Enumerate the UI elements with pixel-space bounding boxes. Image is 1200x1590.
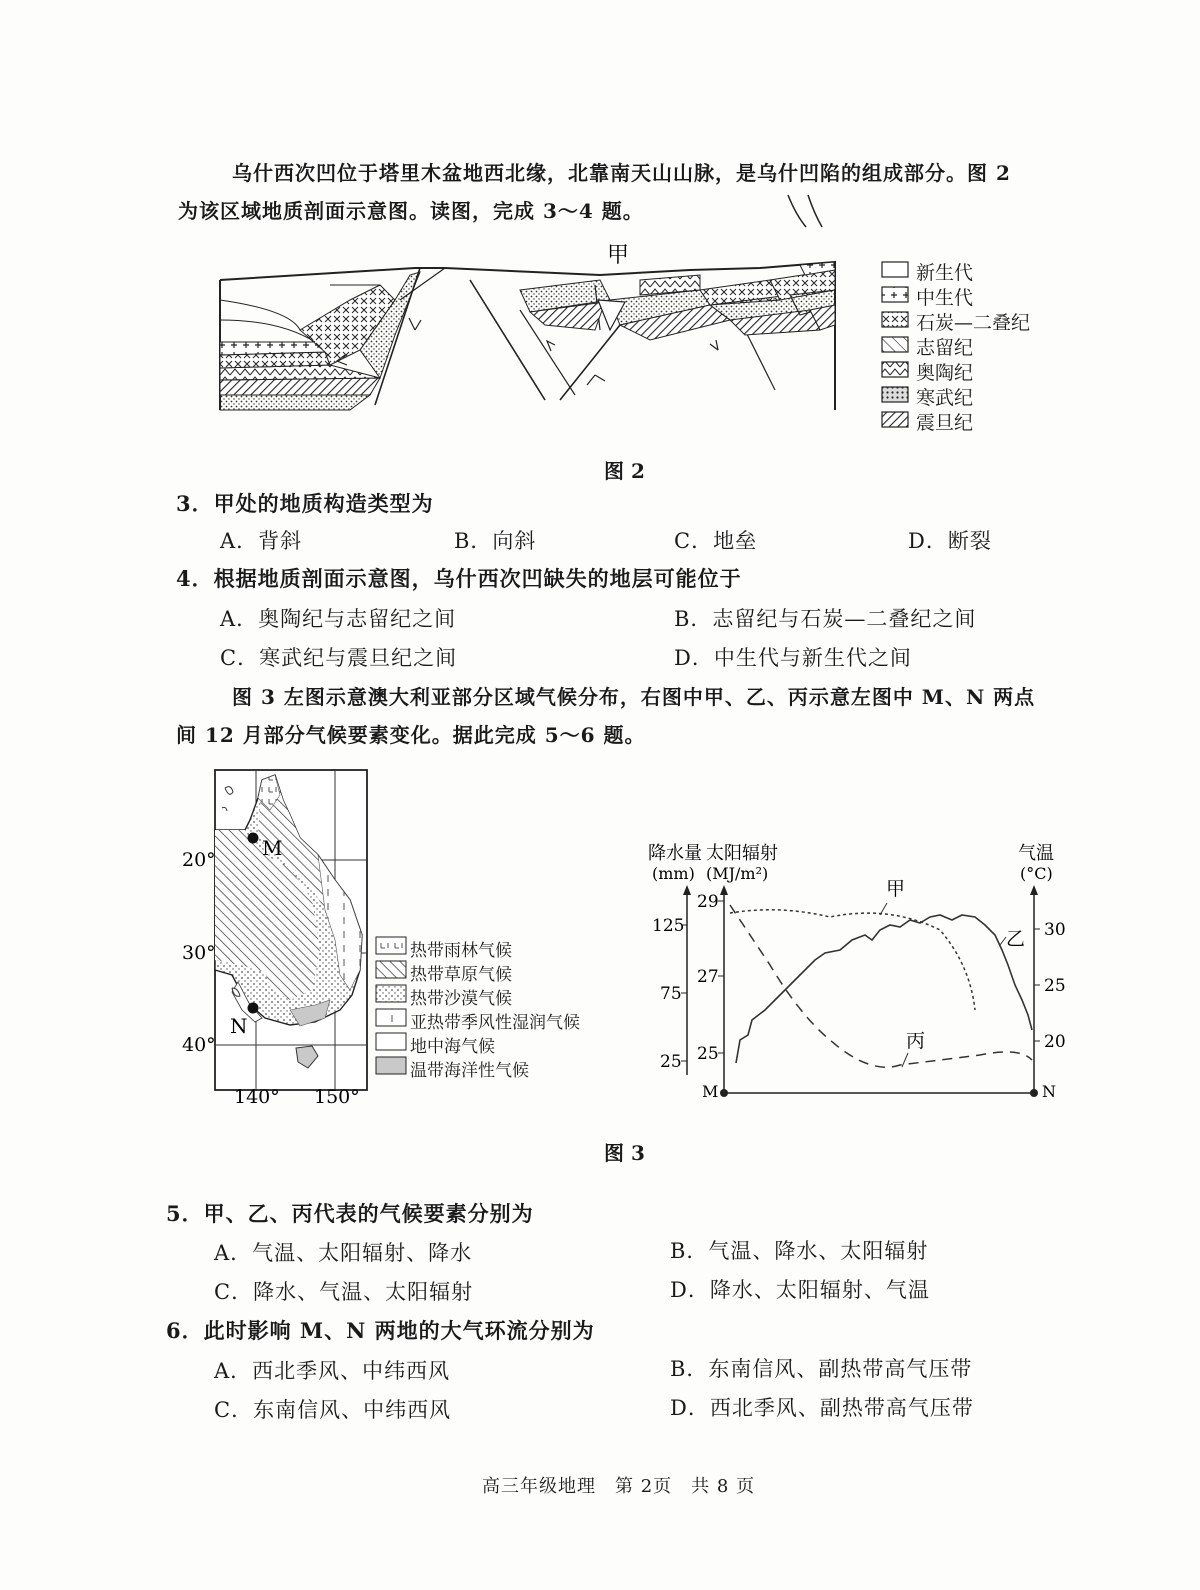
legend-swatch-cambrian (882, 387, 908, 402)
legend3-swatch-mediterranean (376, 1033, 406, 1050)
legend-label-silurian: 志留纪 (916, 337, 974, 359)
series-label-jia: 甲 (886, 878, 906, 900)
figure3-caption: 图 3 (604, 1141, 645, 1165)
lon-label-140: 140° (234, 1086, 280, 1108)
legend-label-cambrian: 寒武纪 (916, 387, 974, 409)
lon-label-150: 150° (314, 1086, 360, 1108)
australia-climate-map (0, 760, 640, 1120)
q6-option-b[interactable]: B．东南信风、副热带高气压带 (670, 1357, 973, 1381)
q4-option-a[interactable]: A．奥陶纪与志留纪之间 (220, 607, 457, 631)
series-jia-line (730, 910, 975, 1010)
legend-label-carboniferous-permian: 石炭—二叠纪 (916, 312, 1031, 334)
q5-option-a[interactable]: A．气温、太阳辐射、降水 (214, 1241, 473, 1265)
q4-option-b[interactable]: B．志留纪与石炭—二叠纪之间 (674, 607, 977, 631)
legend3-label-subtropical: 亚热带季风性湿润气候 (410, 1013, 580, 1033)
precip-tick-75: 75 (660, 984, 682, 1004)
q5-option-d[interactable]: D．降水、太阳辐射、气温 (670, 1278, 930, 1302)
legend3-swatch-savanna (376, 961, 406, 978)
intro-line-2: 为该区域地质剖面示意图。读图，完成 3～4 题。 (178, 199, 644, 223)
figure2-legend (882, 262, 908, 427)
legend-swatch-ordovician (882, 362, 908, 377)
series-label-yi: 乙 (1006, 928, 1026, 950)
intro-line-1: 乌什西次凹位于塔里木盆地西北缘，北靠南天山山脉，是乌什凹陷的组成部分。图 2 (232, 161, 1011, 185)
chart-point-n (1030, 1089, 1038, 1097)
legend3-label-mediterranean: 地中海气候 (410, 1037, 495, 1057)
legend3-label-savanna: 热带草原气候 (410, 965, 512, 985)
q4-stem: 4．根据地质剖面示意图，乌什西次凹缺失的地层可能位于 (176, 566, 742, 591)
chart-label-m: M (702, 1082, 719, 1101)
legend-label-sinian: 震旦纪 (916, 412, 974, 434)
radiation-tick-27: 27 (697, 967, 719, 987)
legend-swatch-cenozoic (882, 262, 908, 277)
q6-option-c[interactable]: C．东南信风、中纬西风 (214, 1398, 452, 1422)
precip-tick-125: 125 (652, 916, 685, 936)
q3-option-c[interactable]: C．地垒 (674, 529, 758, 553)
legend3-swatch-subtropical (376, 1009, 406, 1026)
intro2-line-2: 间 12 月部分气候要素变化。据此完成 5～6 题。 (176, 723, 646, 747)
q5-option-b[interactable]: B．气温、降水、太阳辐射 (670, 1239, 929, 1263)
q6-option-d[interactable]: D．西北季风、副热带高气压带 (670, 1396, 974, 1420)
temp-tick-20: 20 (1044, 1032, 1066, 1052)
q6-stem: 6．此时影响 M、N 两地的大气环流分别为 (166, 1318, 595, 1343)
legend-swatch-sinian (882, 412, 908, 427)
q3-option-b[interactable]: B．向斜 (454, 529, 537, 553)
lat-label-40: 40° (182, 1034, 216, 1056)
map-point-m (248, 833, 259, 844)
axis-title-radiation: 太阳辐射 (706, 843, 778, 864)
geologic-section-figure (0, 0, 1200, 470)
legend-swatch-mesozoic (882, 287, 908, 302)
legend-label-cenozoic: 新生代 (916, 262, 974, 284)
map-label-m: M (262, 836, 283, 860)
legend3-label-rainforest: 热带雨林气候 (410, 941, 512, 961)
axis-unit-radiation: (MJ/m²) (706, 864, 769, 883)
map-label-n: N (230, 1014, 248, 1038)
page-footer: 高三年级地理 第 2页 共 8 页 (482, 1476, 756, 1497)
legend-label-mesozoic: 中生代 (916, 287, 974, 309)
climate-elements-chart (640, 835, 1080, 1115)
q6-option-a[interactable]: A．西北季风、中纬西风 (214, 1359, 451, 1383)
temp-tick-30: 30 (1044, 920, 1066, 940)
legend3-label-oceanic: 温带海洋性气候 (410, 1061, 529, 1081)
figure2-caption: 图 2 (604, 459, 645, 483)
intro2-line-1: 图 3 左图示意澳大利亚部分区域气候分布，右图中甲、乙、丙示意左图中 M、N 两点 (232, 685, 1036, 709)
radiation-tick-25: 25 (697, 1044, 719, 1064)
q3-option-d[interactable]: D．断裂 (908, 529, 992, 553)
legend-label-ordovician: 奥陶纪 (916, 362, 974, 384)
legend3-swatch-desert (376, 985, 406, 1002)
radiation-tick-29: 29 (697, 892, 719, 912)
q5-option-c[interactable]: C．降水、气温、太阳辐射 (214, 1280, 474, 1304)
axis-unit-precip: (mm) (652, 864, 695, 883)
legend3-swatch-rainforest (376, 937, 406, 954)
temp-tick-25: 25 (1044, 976, 1066, 996)
series-label-bing: 丙 (906, 1030, 926, 1052)
lat-label-30: 30° (182, 942, 216, 964)
legend-swatch-silurian (882, 337, 908, 352)
figure2-marker-jia: 甲 (606, 243, 630, 268)
map-point-n (248, 1003, 259, 1014)
chart-point-m (720, 1089, 728, 1097)
q3-option-a[interactable]: A．背斜 (220, 529, 303, 553)
chart-label-n: N (1042, 1082, 1056, 1101)
q4-option-c[interactable]: C．寒武纪与震旦纪之间 (220, 646, 458, 670)
axis-title-precip: 降水量 (648, 843, 702, 864)
legend3-swatch-oceanic (376, 1057, 406, 1074)
q4-option-d[interactable]: D．中生代与新生代之间 (674, 646, 912, 670)
lat-label-20: 20° (182, 849, 216, 871)
legend3-label-desert: 热带沙漠气候 (410, 989, 512, 1009)
series-yi-line (736, 915, 1032, 1063)
q5-stem: 5．甲、乙、丙代表的气候要素分别为 (166, 1201, 534, 1226)
axis-title-temp: 气温 (1018, 843, 1054, 864)
q3-stem: 3．甲处的地质构造类型为 (176, 491, 434, 516)
precip-tick-25: 25 (660, 1052, 682, 1072)
axis-unit-temp: (°C) (1020, 864, 1053, 883)
legend-swatch-carboniferous-permian (882, 312, 908, 327)
